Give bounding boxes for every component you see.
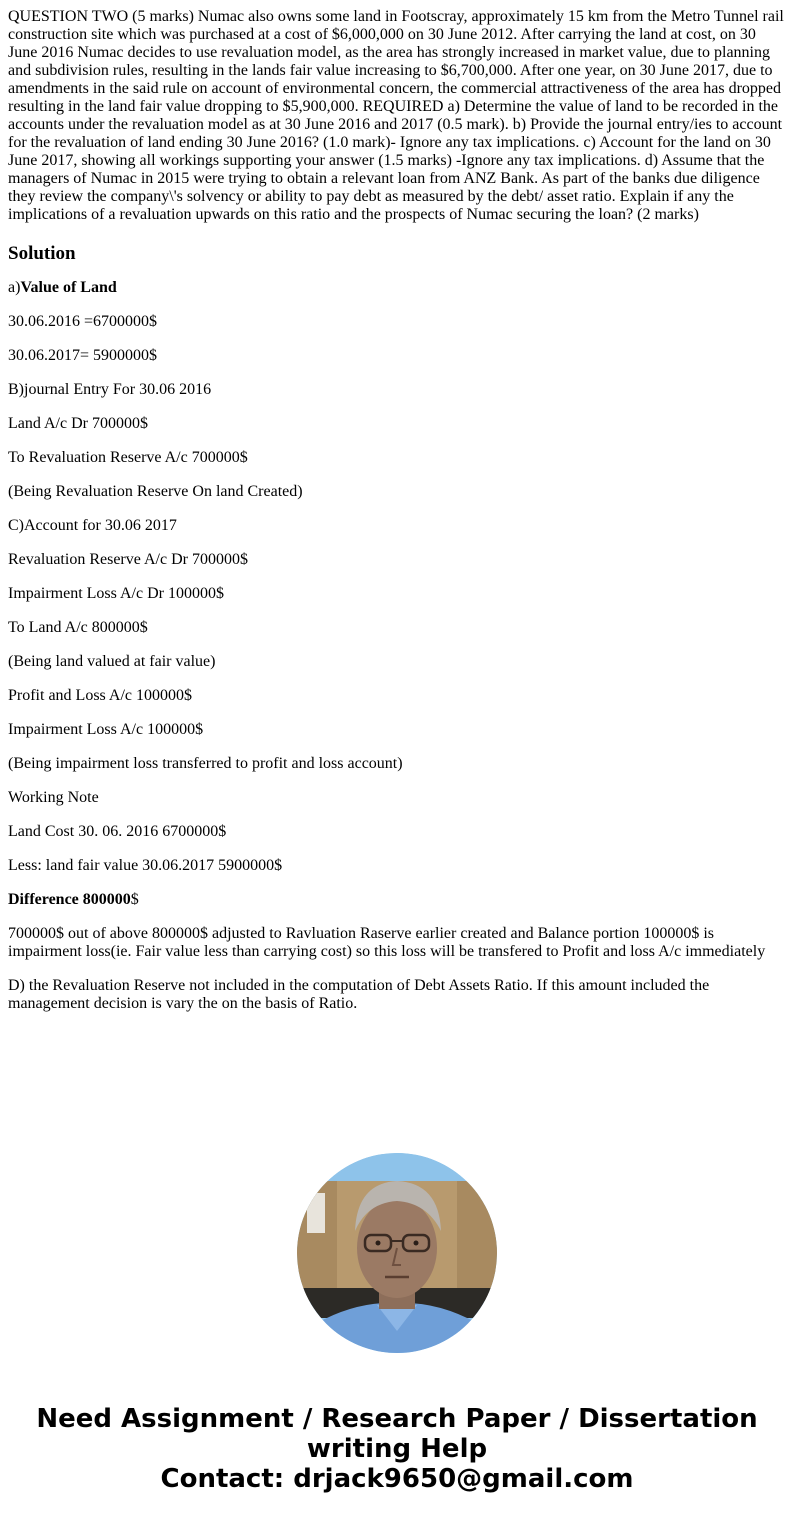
journal-line: Profit and Loss A/c 100000$: [8, 687, 192, 704]
difference-label: Difference 800000: [8, 891, 131, 908]
working-note-heading: Working Note: [8, 789, 99, 806]
journal-narration: (Being Revaluation Reserve On land Created): [8, 483, 303, 500]
working-note-difference: [8, 891, 786, 909]
promo-line-2: writing Help: [306, 1434, 488, 1464]
promo-contact: Contact: drjack9650@gmail.com: [160, 1464, 634, 1494]
journal-line: To Revaluation Reserve A/c 700000$: [8, 449, 248, 466]
part-a-line: 30.06.2016 =6700000$: [8, 313, 158, 330]
part-a-heading: [8, 279, 786, 297]
journal-narration: (Being land valued at fair value): [8, 653, 216, 670]
part-d-text: D) the Revaluation Reserve not included in the computation of Debt Assets Ratio. If this amount included the management decision is vary the on the basis of Ratio.: [8, 977, 710, 1012]
working-note-explanation: 700000$ out of above 800000$ adjusted to Ravluation Raserve earlier created and Balance portion 100000$ is impairment loss(ie. Fair value less than carrying cost) so this loss will be transfered to Profit and loss A/c immediately: [8, 925, 766, 960]
promo-banner: [0, 1404, 794, 1494]
journal-narration: (Being impairment loss transferred to profit and loss account): [8, 755, 403, 772]
promo-line-1: Need Assignment / Research Paper / Dissertation: [36, 1404, 758, 1434]
tutor-avatar: [297, 1153, 497, 1353]
part-b-heading: B)journal Entry For 30.06 2016: [8, 381, 212, 398]
part-c-heading: C)Account for 30.06 2017: [8, 517, 177, 534]
part-a-prefix: a): [8, 279, 21, 296]
person-photo-icon: [297, 1153, 497, 1353]
working-note-line: Less: land fair value 30.06.2017 5900000$: [8, 857, 283, 874]
journal-line: Land A/c Dr 700000$: [8, 415, 148, 432]
part-a-title: Value of Land: [20, 279, 117, 296]
working-note-line: Land Cost 30. 06. 2016 6700000$: [8, 823, 227, 840]
avatar-photo: [297, 1153, 497, 1353]
question-text: QUESTION TWO (5 marks) Numac also owns some land in Footscray, approximately 15 km from the Metro Tunnel rail construction site which was purchased at a cost of $6,000,000 on 30 June 2012. After carrying the land at cost, on 30 June 2016 Numac decides to use revaluation model, as the area has strongly increased in market value, due to planning and subdivision rules, resulting in the lands fair value increasing to $6,700,000. After one year, on 30 June 2017, due to amendments in the said rule on account of environmental concern, the commercial attractiveness of the area has dropped resulting in the land fair value dropping to $5,900,000. REQUIRED a) Determine the value of land to be recorded in the accounts under the revaluation model as at 30 June 2016 and 2017 (0.5 mark). b) Provide the journal entry/ies to account for the revaluation of land ending 30 June 2016? (1.0 mark)- Ignore any tax implications. c) Account for the land on 30 June 2017, showing all workings supporting your answer (1.5 marks) -Ignore any tax implications. d) Assume that the managers of Numac in 2015 were trying to obtain a relevant loan from ANZ Bank. As part of the banks due diligence they review the company\'s solvency or ability to pay debt as measured by the debt/ asset ratio. Explain if any the implications of a revaluation upwards on this ratio and the prospects of Numac securing the loan? (2 marks): [8, 8, 784, 223]
journal-line: Impairment Loss A/c Dr 100000$: [8, 585, 224, 602]
journal-line: Revaluation Reserve A/c Dr 700000$: [8, 551, 248, 568]
solution-heading: Solution: [8, 243, 76, 264]
journal-line: To Land A/c 800000$: [8, 619, 148, 636]
journal-line: Impairment Loss A/c 100000$: [8, 721, 204, 738]
part-a-line: 30.06.2017= 5900000$: [8, 347, 158, 364]
difference-suffix: $: [130, 891, 139, 908]
